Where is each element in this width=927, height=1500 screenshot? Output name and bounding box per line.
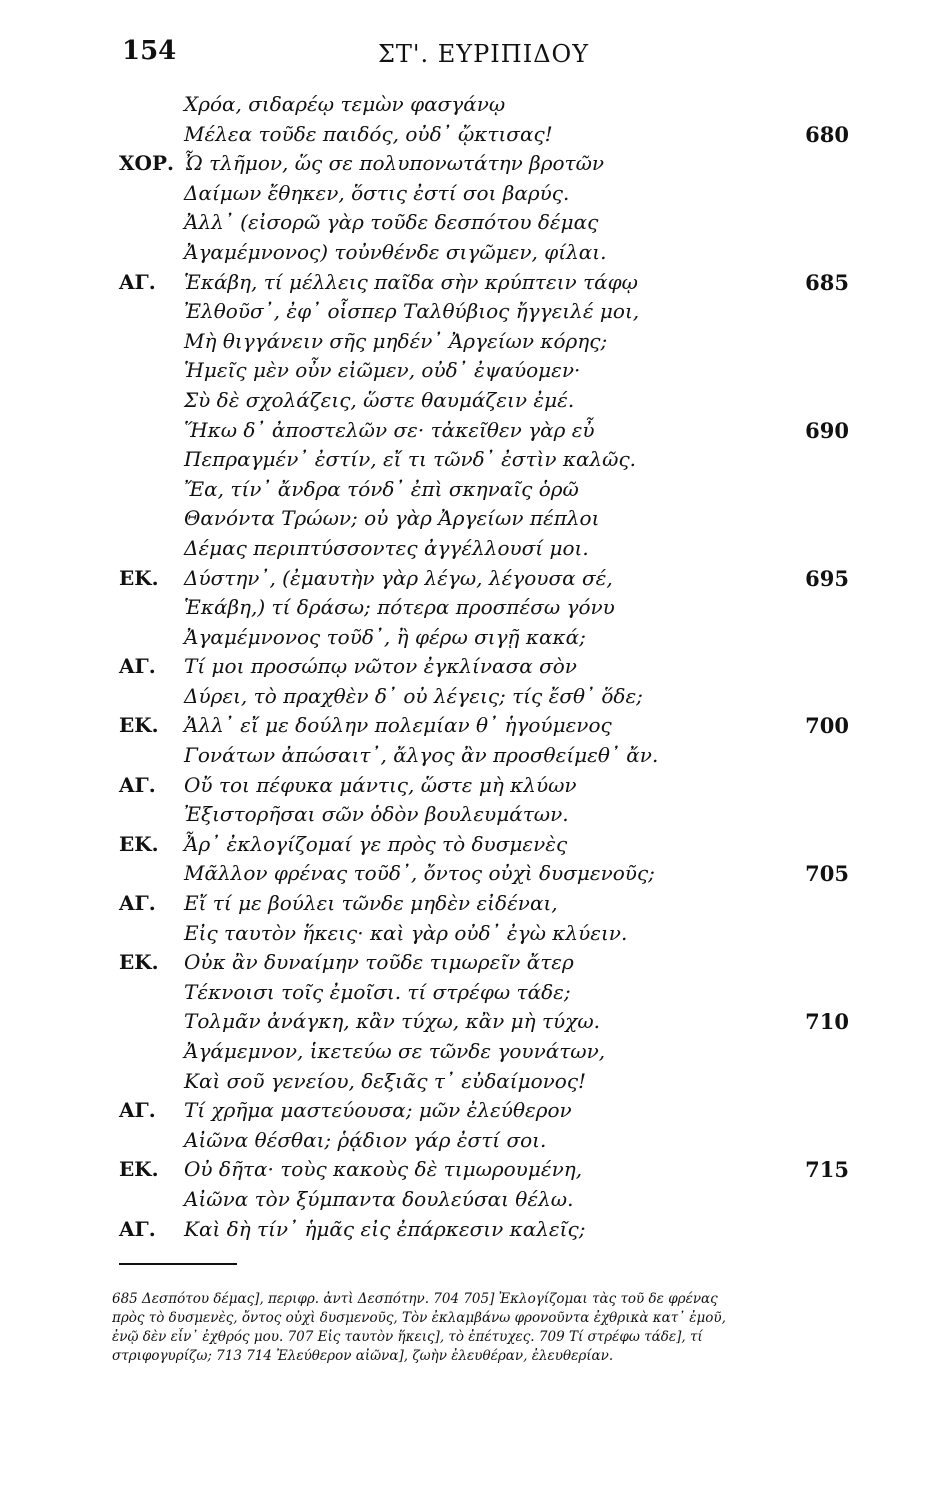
- verse-line: [0, 1155, 927, 1185]
- verse-line: [0, 889, 927, 919]
- speaker-label: ΕΚ.: [119, 713, 159, 738]
- speaker-label: ΧΟΡ.: [119, 151, 174, 176]
- verse-line: [0, 682, 927, 712]
- verse-text: Ἑκάβη, τί μέλλεις παῖδα σὴν κρύπτειν τάφῳ: [184, 269, 638, 294]
- verse-text: Καὶ δὴ τίν᾽ ἡμᾶς εἰς ἐπάρκεσιν καλεῖς;: [184, 1216, 586, 1241]
- verse-line: [0, 1007, 927, 1037]
- verse-text: Αἰῶνα θέσθαι; ῥᾴδιον γάρ ἐστί σοι.: [184, 1127, 547, 1152]
- speaker-label: ΑΓ.: [119, 772, 156, 797]
- verse-text: Ἀγαμέμνονος τοῦδ᾽, ἢ φέρω σιγῇ κακά;: [184, 624, 586, 649]
- verse-text: Μέλεα τοῦδε παιδός, οὐδ᾽ ᾤκτισας!: [184, 121, 553, 146]
- line-number: 685: [805, 269, 849, 295]
- verse-line: [0, 919, 927, 949]
- verse-line: [0, 1126, 927, 1156]
- verse-text: Ἀγαμέμνονος) τοὐνθένδε σιγῶμεν, φίλαι.: [184, 239, 607, 264]
- verse-text: Ἔα, τίν᾽ ἄνδρα τόνδ᾽ ἐπὶ σκηναῖς ὁρῶ: [184, 476, 579, 501]
- verse-line: [0, 208, 927, 238]
- speaker-label: ΑΓ.: [119, 269, 156, 294]
- verse-line: [0, 1215, 927, 1245]
- verse-text: Οὐ δῆτα· τοὺς κακοὺς δὲ τιμωρουμένη,: [184, 1157, 583, 1182]
- verse-block: [0, 90, 927, 1244]
- verse-line: [0, 859, 927, 889]
- verse-text: Αἰῶνα τὸν ξύμπαντα δουλεύσαι θέλω.: [184, 1186, 574, 1211]
- verse-line: [0, 268, 927, 298]
- verse-text: Οὔ τοι πέφυκα μάντις, ὥστε μὴ κλύων: [184, 772, 577, 797]
- verse-line: [0, 652, 927, 682]
- verse-line: [0, 534, 927, 564]
- verse-line: [0, 1096, 927, 1126]
- verse-text: Τολμᾶν ἀνάγκη, κἂν τύχω, κἂν μὴ τύχω.: [184, 1009, 600, 1034]
- footnote-line: πρὸς τὸ δυσμενὲς, ὄντος οὐχὶ δυσμενοῦς, Τὸν ἐκλαμβάνω φρονοῦντα ἐχθρικὰ κατ᾽ ἐμοῦ,: [112, 1310, 726, 1326]
- verse-line: [0, 504, 927, 534]
- speaker-label: ΕΚ.: [119, 1157, 159, 1182]
- speaker-label: ΕΚ.: [119, 565, 159, 590]
- verse-line: [0, 1185, 927, 1215]
- verse-text: Ἐλθοῦσ᾽, ἐφ᾽ οἷσπερ Ταλθύβιος ἤγγειλέ μοι,: [184, 299, 640, 324]
- verse-line: [0, 179, 927, 209]
- running-title: ΣΤ'. ΕΥΡΙΠΙΔΟΥ: [377, 40, 590, 68]
- verse-text: Ἥκω δ᾽ ἀποστελῶν σε· τἀκεῖθεν γὰρ εὖ: [184, 417, 595, 442]
- verse-text: Τί μοι προσώπῳ νῶτον ἐγκλίνασα σὸν: [184, 654, 577, 679]
- verse-line: [0, 327, 927, 357]
- footnote-line: ἐνῷ δὲν εἶν᾽ ἐχθρός μου. 707 Εἰς ταυτὸν ἥκεις], τὸ ἐπέτυχες. 709 Τί στρέφω τάδε], τί: [112, 1329, 703, 1345]
- verse-line: [0, 623, 927, 653]
- verse-text: Ἀλλ᾽ (εἰσορῶ γὰρ τοῦδε δεσπότου δέμας: [184, 210, 599, 235]
- footnote-rule: [119, 1263, 237, 1265]
- verse-line: [0, 445, 927, 475]
- verse-line: [0, 120, 927, 150]
- verse-line: [0, 1037, 927, 1067]
- verse-text: Εἴ τί με βούλει τῶνδε μηδὲν εἰδέναι,: [184, 891, 558, 916]
- verse-line: [0, 593, 927, 623]
- speaker-label: ΑΓ.: [119, 1098, 156, 1123]
- verse-text: Δαίμων ἔθηκεν, ὅστις ἐστί σοι βαρύς.: [184, 180, 570, 205]
- speaker-label: ΕΚ.: [119, 950, 159, 975]
- page-number: 154: [122, 36, 177, 66]
- verse-text: Δέμας περιπτύσσοντες ἀγγέλλουσί μοι.: [184, 535, 589, 560]
- verse-line: [0, 741, 927, 771]
- line-number: 695: [805, 565, 849, 591]
- verse-text: Θανόντα Τρώων; οὐ γὰρ Ἀργείων πέπλοι: [184, 506, 600, 531]
- verse-text: Δύρει, τὸ πραχθὲν δ᾽ οὐ λέγεις; τίς ἔσθ᾽ ὅδε;: [184, 683, 643, 708]
- verse-text: Ἡμεῖς μὲν οὖν εἰῶμεν, οὐδ᾽ ἐψαύομεν·: [184, 358, 581, 383]
- verse-line: [0, 297, 927, 327]
- verse-text: Τί χρῆμα μαστεύουσα; μῶν ἐλεύθερον: [184, 1098, 572, 1123]
- verse-text: Τέκνοισι τοῖς ἐμοῖσι. τί στρέφω τάδε;: [184, 979, 571, 1004]
- verse-line: [0, 978, 927, 1008]
- speaker-label: ΑΓ.: [119, 1216, 156, 1241]
- verse-text: Μὴ θιγγάνειν σῆς μηδέν᾽ Ἀργείων κόρης;: [184, 328, 608, 353]
- verse-text: Ἀγάμεμνον, ἱκετεύω σε τῶνδε γουνάτων,: [184, 1039, 606, 1063]
- verse-text: Οὐκ ἂν δυναίμην τοῦδε τιμωρεῖν ἄτερ: [184, 950, 574, 975]
- verse-line: [0, 416, 927, 446]
- verse-text: Ἀλλ᾽ εἴ με δούλην πολεμίαν θ᾽ ἡγούμενος: [184, 713, 612, 738]
- verse-line: [0, 238, 927, 268]
- verse-text: Εἰς ταυτὸν ἥκεις· καὶ γὰρ οὐδ᾽ ἐγὼ κλύειν.: [184, 920, 628, 945]
- verse-text: Ἐξιστορῆσαι σῶν ὁδὸν βουλευμάτων.: [184, 802, 569, 827]
- verse-line: [0, 90, 927, 120]
- verse-line: [0, 356, 927, 386]
- speaker-label: ΑΓ.: [119, 891, 156, 916]
- verse-line: [0, 830, 927, 860]
- footnotes: [112, 1290, 852, 1366]
- verse-line: [0, 386, 927, 416]
- verse-text: Μᾶλλον φρένας τοῦδ᾽, ὄντος οὐχὶ δυσμενοῦς;: [184, 861, 655, 886]
- footnote-line: στριφογυρίζω; 713 714 Ἐλεύθερον αἰῶνα], ζωὴν ἐλευθέραν, ἐλευθερίαν.: [112, 1348, 614, 1364]
- line-number: 700: [805, 713, 849, 739]
- line-number: 680: [805, 121, 849, 147]
- speaker-label: ΕΚ.: [119, 831, 159, 856]
- verse-text: Ἑκάβη,) τί δράσω; πότερα προσπέσω γόνυ: [184, 595, 615, 620]
- line-number: 710: [805, 1009, 849, 1035]
- verse-text: Πεπραγμέν᾽ ἐστίν, εἴ τι τῶνδ᾽ ἐστὶν καλῶς.: [184, 447, 637, 472]
- verse-line: [0, 1067, 927, 1097]
- line-number: 715: [805, 1157, 849, 1183]
- verse-line: [0, 711, 927, 741]
- footnote-line: 685 Δεσπότου δέμας], περιφρ. ἀντὶ Δεσπότην. 704 705] Ἐκλογίζομαι τὰς τοῦ δε φρένας: [112, 1291, 718, 1307]
- verse-text: Ἆρ᾽ ἐκλογίζομαί γε πρὸς τὸ δυσμενὲς: [184, 831, 568, 856]
- verse-line: [0, 475, 927, 505]
- speaker-label: ΑΓ.: [119, 654, 156, 679]
- verse-text: Σὺ δὲ σχολάζεις, ὥστε θαυμάζειν ἐμέ.: [184, 387, 575, 412]
- verse-line: [0, 771, 927, 801]
- verse-line: [0, 948, 927, 978]
- verse-line: [0, 800, 927, 830]
- line-number: 690: [805, 417, 849, 443]
- verse-line: [0, 564, 927, 594]
- verse-line: [0, 149, 927, 179]
- verse-text: Ὦ τλῆμον, ὥς σε πολυπονωτάτην βροτῶν: [184, 151, 605, 176]
- verse-text: Καὶ σοῦ γενείου, δεξιᾶς τ᾽ εὐδαίμονος!: [184, 1068, 587, 1093]
- verse-text: Γονάτων ἀπώσαιτ᾽, ἄλγος ἂν προσθείμεθ᾽ ἄν.: [184, 743, 659, 768]
- verse-text: Χρόα, σιδαρέῳ τεμὼν φασγάνῳ: [184, 92, 506, 116]
- line-number: 705: [805, 861, 849, 887]
- verse-text: Δύστην᾽, (ἐμαυτὴν γὰρ λέγω, λέγουσα σέ,: [184, 565, 613, 590]
